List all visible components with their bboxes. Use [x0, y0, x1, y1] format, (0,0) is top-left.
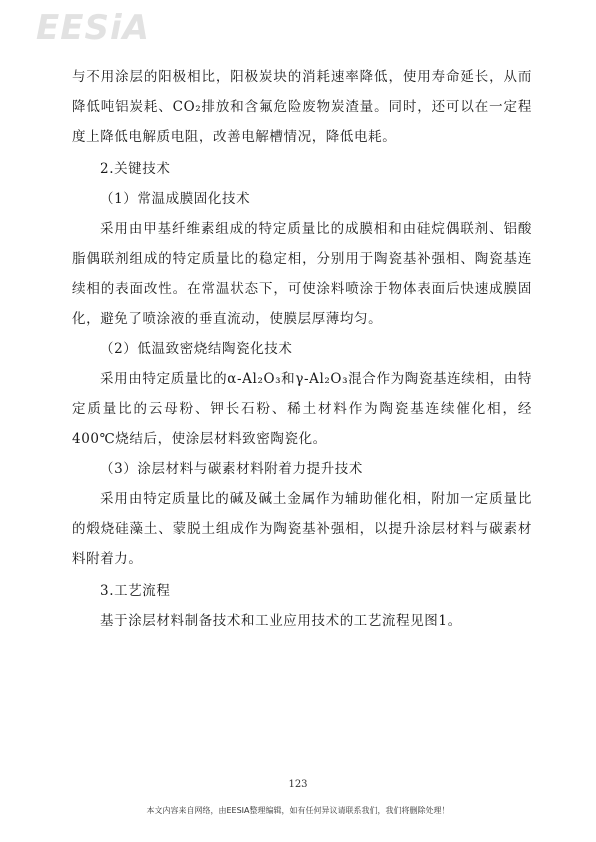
paragraph-intro: 与不用涂层的阳极相比，阳极炭块的消耗速率降低，使用寿命延长，从而降低吨铝炭耗、CO₂排放和含氟危险废物炭渣量。同时，还可以在一定程度上降低电解质电阻，改善电解槽情况，降低电耗。 — [72, 69, 532, 145]
paragraph-low-temp-sintering: 采用由特定质量比的α-Al₂O₃和γ-Al₂O₃混合作为陶瓷基连续相，由特定质量比的云母粉、钾长石粉、稀土材料作为陶瓷基连续催化相，经400℃烧结后，使涂层材料致密陶瓷化。 — [72, 371, 532, 447]
paragraph-adhesion: 采用由特定质量比的碱及碱土金属作为辅助催化相，附加一定质量比的煅烧硅藻土、蒙脱土组成作为陶瓷基补强相，以提升涂层材料与碳素材料附着力。 — [72, 491, 532, 567]
document-body — [72, 62, 532, 636]
paragraph-process-flow: 基于涂层材料制备技术和工业应用技术的工艺流程见图1。 — [100, 613, 462, 629]
subheading-adhesion: （3）涂层材料与碳素材料附着力提升技术 — [100, 461, 363, 477]
paragraph-film-curing: 采用由甲基纤维素组成的特定质量比的成膜相和由硅烷偶联剂、铝酸脂偶联剂组成的特定质量比的稳定相，分别用于陶瓷基补强相、陶瓷基连续相的表面改性。在常温状态下，可使涂料喷涂于物体表面后快速成膜固化，避免了喷涂液的垂直流动，使膜层厚薄均匀。 — [72, 221, 532, 327]
subheading-film-curing: （1）常温成膜固化技术 — [100, 191, 251, 207]
eesia-logo: EESiA — [36, 8, 150, 48]
subheading-low-temp-sintering: （2）低温致密烧结陶瓷化技术 — [100, 341, 293, 357]
section-heading-process-flow: 3.工艺流程 — [100, 583, 171, 599]
section-heading-key-technology: 2.关键技术 — [100, 161, 171, 177]
page-number: 123 — [288, 779, 308, 790]
footer-disclaimer: 本文内容来自网络，由EESIA整理编辑，如有任何异议请联系我们，我们将删除处理！ — [146, 806, 450, 815]
